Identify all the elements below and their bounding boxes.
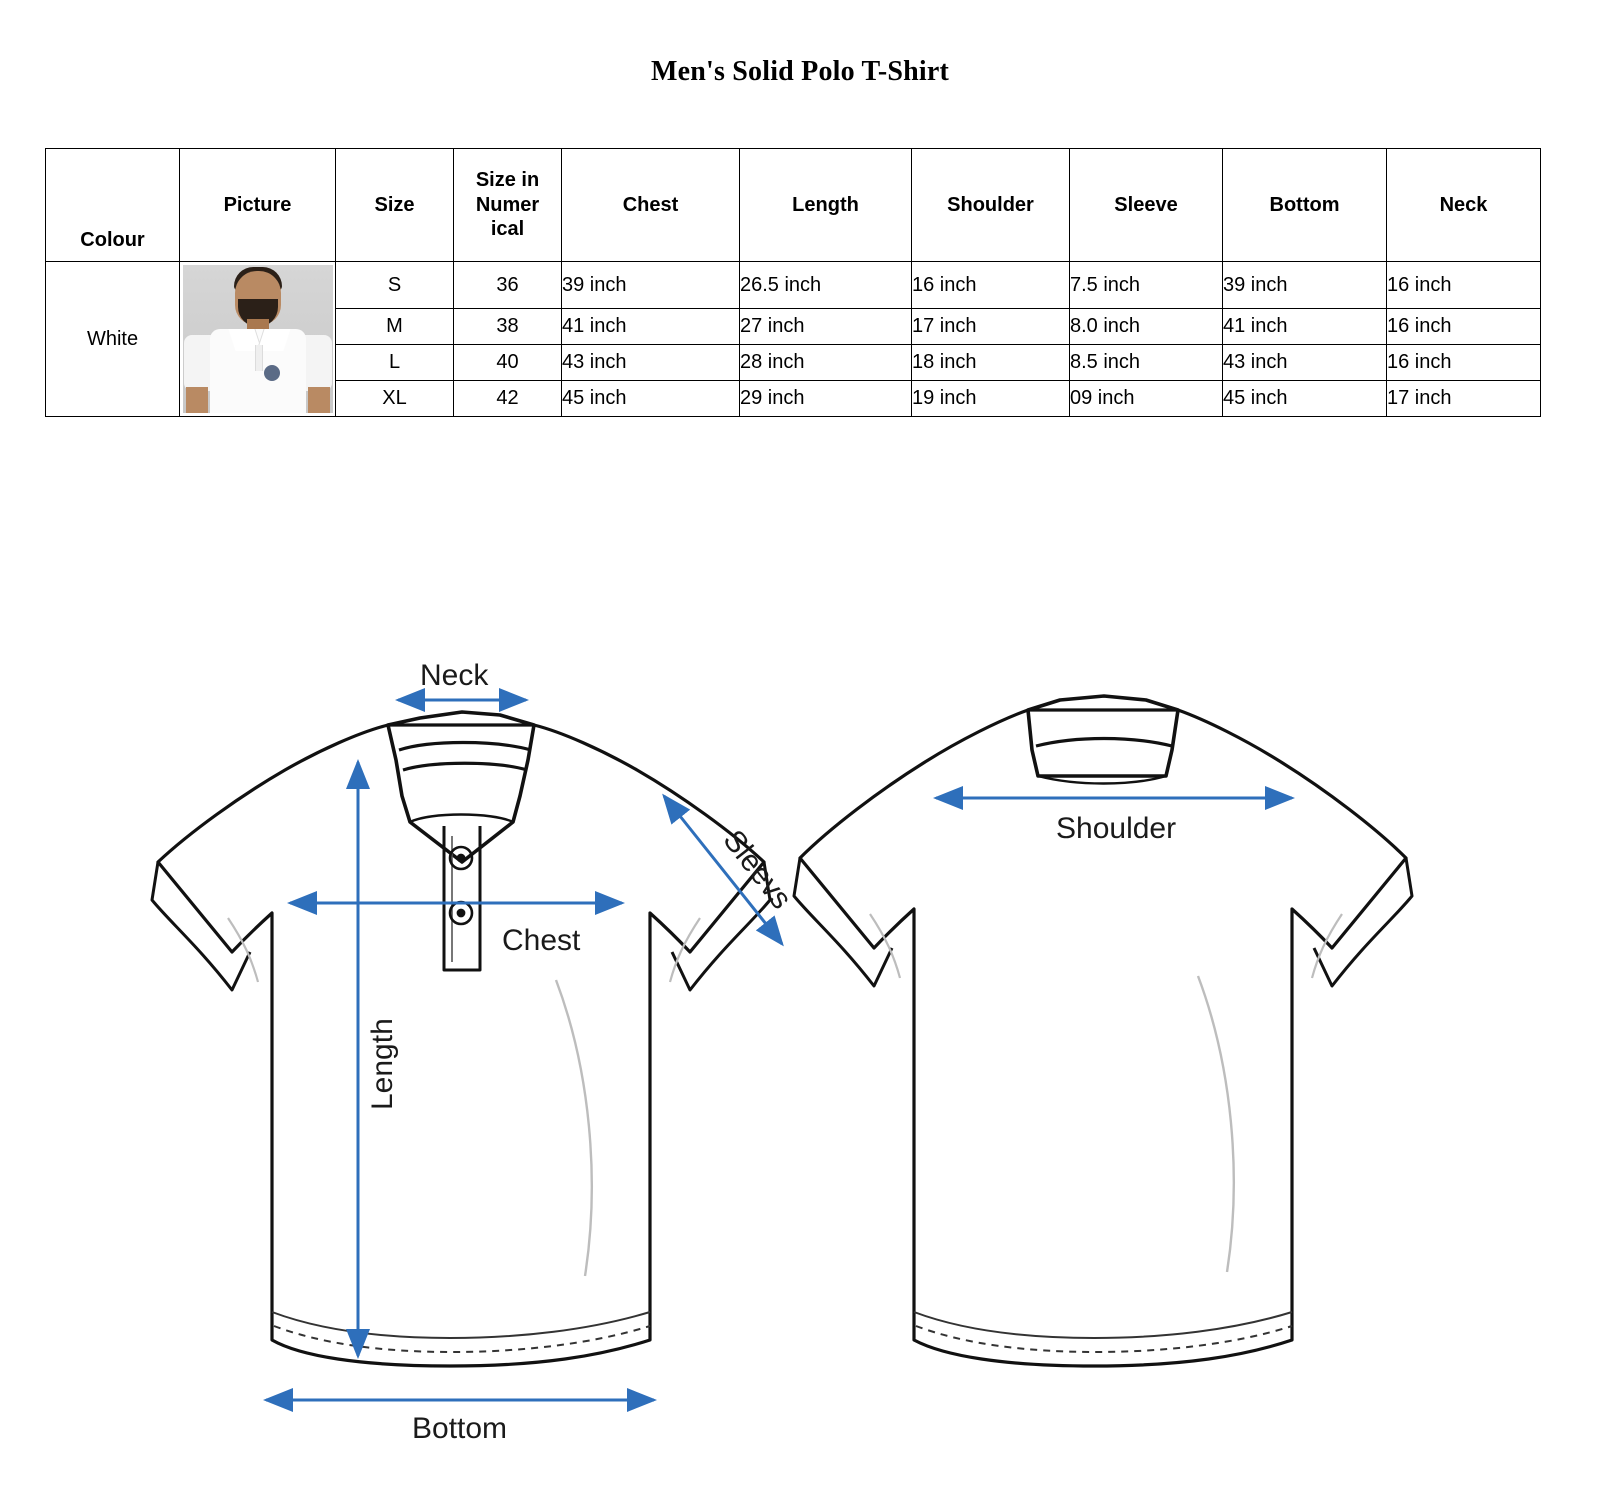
column-header-length: Length [740, 149, 912, 262]
label-chest: Chest [502, 924, 581, 957]
size-chart-table [45, 148, 1541, 417]
column-header-picture: Picture [180, 149, 336, 262]
cell-sleeve: 7.5 inch [1070, 262, 1223, 309]
column-header-size: Size [336, 149, 454, 262]
cell-chest: 43 inch [562, 345, 740, 381]
cell-bottom: 45 inch [1223, 381, 1387, 417]
column-header-chest: Chest [562, 149, 740, 262]
cell-shoulder: 19 inch [912, 381, 1070, 417]
cell-sleeve: 8.5 inch [1070, 345, 1223, 381]
column-header-colour: Colour [46, 149, 180, 262]
measurement-diagram [0, 600, 1600, 1500]
cell-numeric: 42 [454, 381, 562, 417]
cell-neck: 16 inch [1387, 309, 1541, 345]
cell-sleeve: 09 inch [1070, 381, 1223, 417]
column-header-sleeve: Sleeve [1070, 149, 1223, 262]
cell-neck: 16 inch [1387, 345, 1541, 381]
cell-size: XL [336, 381, 454, 417]
cell-sleeve: 8.0 inch [1070, 309, 1223, 345]
cell-bottom: 41 inch [1223, 309, 1387, 345]
cell-chest: 39 inch [562, 262, 740, 309]
cell-numeric: 40 [454, 345, 562, 381]
cell-numeric: 38 [454, 309, 562, 345]
table-header-row [46, 149, 1541, 262]
cell-shoulder: 16 inch [912, 262, 1070, 309]
polo-front-view [152, 712, 770, 1366]
column-header-bottom: Bottom [1223, 149, 1387, 262]
cell-numeric: 36 [454, 262, 562, 309]
label-shoulder: Shoulder [1056, 812, 1177, 845]
cell-size: L [336, 345, 454, 381]
cell-product-picture [180, 262, 336, 417]
column-header-size-numerical [454, 149, 562, 262]
table-row [46, 262, 1541, 309]
size-numerical-line-2: Numer [475, 193, 540, 216]
label-neck: Neck [420, 659, 489, 692]
page-title: Men's Solid Polo T-Shirt [650, 56, 950, 87]
cell-colour: White [46, 262, 180, 417]
cell-length: 28 inch [740, 345, 912, 381]
size-numerical-line-1: Size in [475, 169, 540, 192]
cell-shoulder: 17 inch [912, 309, 1070, 345]
cell-chest: 45 inch [562, 381, 740, 417]
cell-bottom: 43 inch [1223, 345, 1387, 381]
cell-neck: 16 inch [1387, 262, 1541, 309]
dimension-arrows-front [266, 700, 782, 1400]
cell-bottom: 39 inch [1223, 262, 1387, 309]
cell-length: 27 inch [740, 309, 912, 345]
column-header-neck: Neck [1387, 149, 1541, 262]
cell-neck: 17 inch [1387, 381, 1541, 417]
product-photo [183, 265, 333, 413]
size-numerical-line-3: ical [490, 218, 525, 241]
cell-chest: 41 inch [562, 309, 740, 345]
cell-size: M [336, 309, 454, 345]
cell-shoulder: 18 inch [912, 345, 1070, 381]
label-length: Length [366, 1018, 399, 1110]
column-header-shoulder: Shoulder [912, 149, 1070, 262]
label-bottom: Bottom [412, 1412, 508, 1445]
label-sleeve: Sleevs [716, 823, 798, 916]
cell-length: 29 inch [740, 381, 912, 417]
cell-length: 26.5 inch [740, 262, 912, 309]
cell-size: S [336, 262, 454, 309]
